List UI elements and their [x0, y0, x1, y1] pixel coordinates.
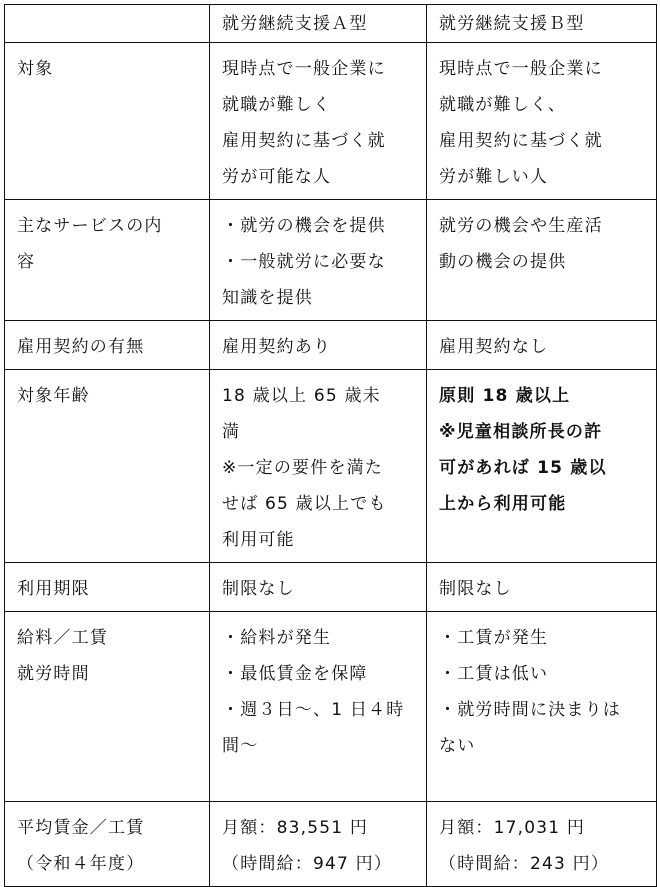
label-line: （令和４年度）: [17, 854, 145, 874]
label-line: 就労時間: [17, 664, 90, 684]
cell-line: ない: [439, 736, 476, 756]
cell-type-b: [427, 43, 657, 200]
comparison-table: [4, 4, 657, 887]
cell-line: ・給料が発生: [222, 628, 332, 648]
cell-line: ※児童相談所長の許: [439, 422, 603, 442]
row-label: [5, 563, 210, 612]
cell-line: 制限なし: [222, 579, 295, 599]
cell-type-b: [427, 802, 657, 887]
label-line: 平均賃金／工賃: [17, 818, 145, 838]
cell-type-a: [210, 802, 427, 887]
label-line: 容: [17, 252, 36, 272]
table-row-services: [5, 200, 657, 321]
cell-type-a: [210, 563, 427, 612]
cell-line: 原則 18 歳以上: [439, 386, 571, 406]
cell-line: 制限なし: [439, 579, 512, 599]
cell-line: （時間給：243 円）: [439, 854, 610, 874]
cell-line: 労が難しい人: [439, 167, 549, 187]
cell-line: 現時点で一般企業に: [222, 59, 386, 79]
cell-line: 可があれば 15 歳以: [439, 458, 607, 478]
label-line: 給料／工賃: [17, 628, 108, 648]
row-label: [5, 321, 210, 370]
cell-line: 雇用契約に基づく就: [222, 131, 386, 151]
cell-line: ・就労の機会を提供: [222, 216, 386, 236]
header-empty-cell: [5, 5, 210, 43]
header-row: [5, 5, 657, 43]
cell-type-b: [427, 612, 657, 802]
table-row-employment-contract: [5, 321, 657, 370]
cell-line: 雇用契約あり: [222, 337, 332, 357]
cell-line: 現時点で一般企業に: [439, 59, 603, 79]
cell-line: せば 65 歳以上でも: [222, 494, 387, 514]
cell-type-b: [427, 563, 657, 612]
cell-line: 雇用契約に基づく就: [439, 131, 603, 151]
cell-line: 月額：17,031 円: [439, 818, 586, 838]
table-row-target: [5, 43, 657, 200]
cell-line: 就職が難しく、: [439, 95, 567, 115]
cell-line: 月額：83,551 円: [222, 818, 369, 838]
cell-line: （時間給：947 円）: [222, 854, 393, 874]
cell-type-a: [210, 612, 427, 802]
label-line: 対象: [17, 59, 54, 79]
cell-line: ・就労時間に決まりは: [439, 700, 621, 720]
cell-line: 動の機会の提供: [439, 252, 567, 272]
cell-type-a: [210, 370, 427, 563]
row-label: [5, 43, 210, 200]
cell-type-b: [427, 370, 657, 563]
table-row-average-wage: [5, 802, 657, 887]
cell-line: 18 歳以上 65 歳未: [222, 386, 381, 406]
cell-line: ・工賃は低い: [439, 664, 549, 684]
cell-type-b: [427, 321, 657, 370]
cell-line: ・最低賃金を保障: [222, 664, 368, 684]
cell-line: 就労の機会や生産活: [439, 216, 603, 236]
row-label: [5, 802, 210, 887]
cell-type-a: [210, 200, 427, 321]
row-label: [5, 370, 210, 563]
cell-line: ・週３日～、1 日４時: [222, 700, 405, 720]
cell-line: ・一般就労に必要な: [222, 252, 386, 272]
cell-line: 間～: [222, 736, 259, 756]
header-type-a: 就労継続支援Ａ型: [210, 5, 427, 43]
row-label: [5, 612, 210, 802]
table-row-target-age: [5, 370, 657, 563]
cell-line: 知識を提供: [222, 288, 313, 308]
cell-type-a: [210, 321, 427, 370]
label-line: 利用期限: [17, 579, 90, 599]
cell-line: 労が可能な人: [222, 167, 332, 187]
cell-line: 満: [222, 422, 241, 442]
cell-line: 就職が難しく: [222, 95, 332, 115]
table-row-wages-hours: [5, 612, 657, 802]
header-type-b: 就労継続支援Ｂ型: [427, 5, 657, 43]
table-row-usage-period: [5, 563, 657, 612]
cell-line: 雇用契約なし: [439, 337, 549, 357]
cell-line: ・工賃が発生: [439, 628, 549, 648]
cell-type-a: [210, 43, 427, 200]
label-line: 対象年齢: [17, 386, 90, 406]
label-line: 主なサービスの内: [17, 216, 163, 236]
cell-type-b: [427, 200, 657, 321]
row-label: [5, 200, 210, 321]
cell-line: 利用可能: [222, 530, 295, 550]
cell-line: 上から利用可能: [439, 494, 567, 514]
label-line: 雇用契約の有無: [17, 337, 145, 357]
cell-line: ※一定の要件を満た: [222, 458, 384, 478]
